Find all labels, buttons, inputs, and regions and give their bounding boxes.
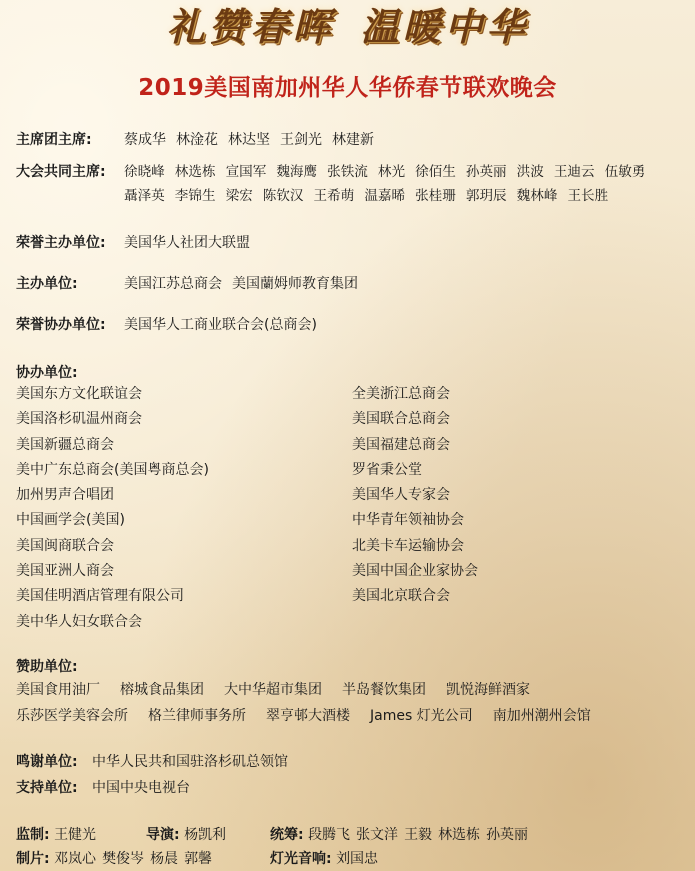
co-organizer: 美国中国企业家协会 (352, 563, 478, 580)
host-label: 主办单位: (16, 276, 78, 292)
honorary-co-host-label: 荣誉协办单位: (16, 317, 106, 333)
honorary-host-row (16, 233, 250, 253)
credit-value: 杨晨 (150, 851, 179, 867)
thanks-label: 鸣谢单位: (16, 754, 78, 770)
credit-value: 张文洋 (356, 827, 399, 843)
host-row (16, 274, 368, 294)
co-organizer: 美国洛杉矶温州商会 (16, 411, 142, 428)
chair-name: 王剑光 (280, 132, 322, 148)
sponsors-label: 赞助单位: (16, 659, 78, 675)
credit-value: 杨凯利 (184, 827, 227, 843)
credit-label: 监制: (16, 827, 50, 843)
sponsor: 乐莎医学美容会所 (16, 708, 128, 724)
credit-label: 制片: (16, 851, 50, 867)
co-organizers-right (352, 382, 478, 610)
sponsor: 半岛餐饮集团 (342, 682, 426, 698)
credit-value: 段腾飞 (308, 827, 351, 843)
co-organizer: 美国佳明酒店管理有限公司 (16, 588, 184, 605)
co-chair-name: 林选栋 (174, 164, 216, 180)
chair-name: 林淦花 (176, 132, 218, 148)
co-chair-name: 王迪云 (553, 164, 595, 180)
chair-name: 林建新 (332, 132, 374, 148)
co-organizer: 罗省秉公堂 (352, 461, 422, 478)
chair-row (16, 130, 384, 150)
co-organizer: 美国亚洲人商会 (16, 563, 114, 580)
co-chair-name: 李锦生 (174, 188, 216, 204)
headline-part1: 礼赞春晖 (166, 4, 335, 49)
co-organizer: 美中广东总商会(美国粤商总会) (16, 461, 209, 478)
credit-supervisor (16, 824, 102, 844)
co-chair-name: 伍敏勇 (604, 164, 646, 180)
co-chair-name: 宣国军 (225, 164, 267, 180)
honorary-co-host-row (16, 315, 317, 335)
co-chair-name: 魏海鹰 (276, 164, 318, 180)
co-organizer: 美国新疆总商会 (16, 436, 114, 453)
co-organizer: 全美浙江总商会 (352, 386, 450, 402)
co-chair-name: 洪波 (516, 164, 544, 180)
credit-label: 导演: (146, 827, 180, 843)
event-title: 2019美国南加州华人华侨春节联欢晚会 (138, 75, 557, 101)
co-chairs-row (16, 162, 645, 182)
honorary-co-host-value: 美国华人工商业联合会(总商会) (124, 317, 317, 333)
co-chair-name: 陈钦汉 (262, 188, 304, 204)
credit-value: 王毅 (404, 827, 433, 843)
credit-value: 孙英丽 (486, 827, 529, 843)
co-organizer: 美国北京联合会 (352, 588, 450, 605)
credit-label: 灯光音响: (270, 851, 332, 867)
co-chair-name: 孙英丽 (465, 164, 507, 180)
co-chair-name: 林光 (377, 164, 406, 180)
headline-calligraphy (0, 2, 695, 52)
headline-part2: 温暖中华 (360, 4, 529, 49)
co-chair-name: 徐晓峰 (124, 164, 165, 180)
co-chair-name: 梁宏 (225, 188, 253, 204)
co-chair-name: 聶泽英 (124, 188, 165, 204)
credit-director (146, 824, 232, 844)
co-chair-name: 郭玥辰 (465, 188, 507, 204)
support-label: 支持单位: (16, 780, 78, 796)
sponsor: 翠亨邨大酒楼 (266, 708, 350, 724)
credit-value: 刘国忠 (336, 851, 379, 867)
co-organizer: 美国闽商联合会 (16, 537, 114, 554)
sponsors-line1 (16, 680, 550, 700)
credit-lighting-sound (270, 848, 384, 868)
sponsor: 大中华超市集团 (224, 682, 322, 698)
co-organizer: 中华青年领袖协会 (352, 512, 464, 529)
co-organizer: 美国华人专家会 (352, 487, 450, 504)
co-chair-name: 温嘉晞 (364, 188, 406, 204)
credit-label: 统筹: (270, 827, 304, 843)
credit-value: 邓岚心 (54, 851, 97, 867)
co-organizer: 美中华人妇女联合会 (16, 613, 142, 630)
co-chair-name: 魏林峰 (516, 188, 558, 204)
sponsor: 榕城食品集团 (120, 682, 204, 698)
sponsor: 美国食用油厂 (16, 682, 100, 698)
sponsor: 凯悦海鲜酒家 (446, 682, 530, 698)
sponsor: 格兰律师事务所 (148, 708, 246, 724)
support-row (16, 778, 190, 798)
co-organizer: 北美卡车运输协会 (352, 537, 464, 554)
thanks-value: 中华人民共和国驻洛杉矶总领馆 (92, 754, 288, 770)
co-organizers-label: 协办单位: (16, 365, 78, 381)
co-chair-name: 徐佰生 (415, 164, 456, 180)
co-organizer: 中国画学会(美国) (16, 512, 125, 529)
co-chairs-line1 (124, 162, 645, 182)
credit-value: 郭馨 (184, 851, 213, 867)
honorary-host-label: 荣誉主办单位: (16, 235, 106, 251)
co-chairs-line2 (124, 186, 618, 206)
co-organizer: 加州男声合唱团 (16, 487, 114, 504)
co-organizers-left (16, 382, 209, 635)
credit-value: 樊俊岑 (102, 851, 145, 867)
co-chairs-label: 大会共同主席: (16, 164, 106, 180)
honorary-host-value: 美国华人社团大联盟 (124, 235, 250, 251)
credit-coordinators (270, 824, 534, 844)
chair-label: 主席团主席: (16, 132, 92, 148)
credit-value: 林选栋 (438, 827, 481, 843)
co-chair-name: 张铁流 (327, 164, 368, 180)
chair-name: 林达坚 (228, 132, 270, 148)
chair-name: 蔡成华 (124, 132, 166, 148)
co-organizer: 美国东方文化联谊会 (16, 386, 142, 402)
co-organizer: 美国福建总商会 (352, 436, 450, 453)
host-values (124, 274, 368, 294)
credit-producers (16, 848, 218, 868)
sponsor: 南加州潮州会馆 (492, 708, 591, 724)
co-chair-name: 王希萌 (313, 188, 355, 204)
co-chair-name: 张桂珊 (415, 188, 456, 204)
support-value: 中国中央电视台 (92, 780, 190, 796)
credit-value: 王健光 (54, 827, 97, 843)
sponsors-line2 (16, 706, 611, 726)
co-chair-name: 王长胜 (567, 188, 609, 204)
sponsor: James 灯光公司 (370, 708, 473, 724)
host-org: 美国江苏总商会 (124, 276, 222, 292)
co-organizer: 美国联合总商会 (352, 411, 450, 428)
thanks-row (16, 752, 288, 772)
host-org: 美国蘭姆师教育集团 (232, 276, 358, 292)
chair-names (124, 130, 384, 150)
